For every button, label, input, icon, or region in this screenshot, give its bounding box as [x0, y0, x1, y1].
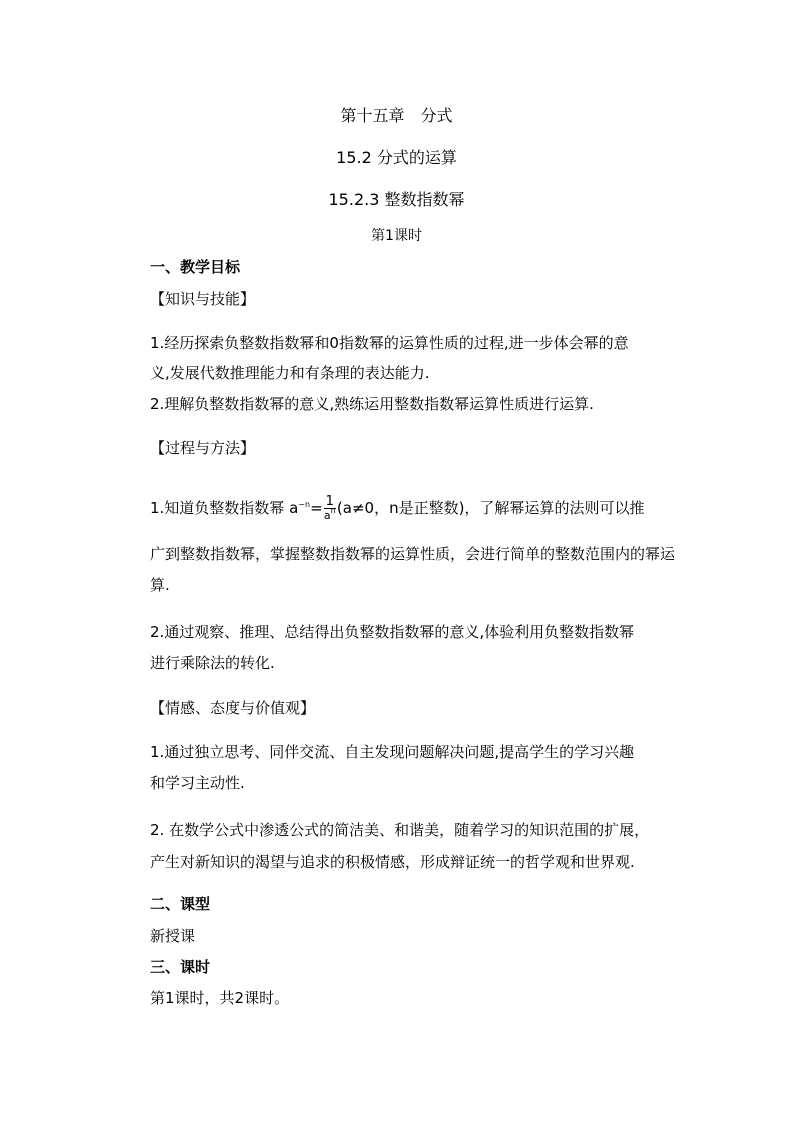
- process-item-1-exponent: −n: [298, 500, 311, 509]
- knowledge-item-1-line-1: 1.经历探索负整数指数幂和0指数幂的运算性质的过程,进一步体会幂的意: [150, 334, 629, 352]
- lesson-type-value: 新授课: [150, 927, 196, 945]
- emotion-item-1-line-1: 1.通过独立思考、同伴交流、自主发现问题解决问题,提高学生的学习兴趣: [150, 743, 635, 761]
- section-title: 15.2 分式的运算: [336, 148, 457, 167]
- heading-lesson-hours: 三、课时: [150, 958, 211, 976]
- fraction-numerator: 1: [325, 493, 334, 509]
- heading-teaching-goals: 一、教学目标: [150, 258, 241, 276]
- fraction-denominator-exponent: n: [330, 505, 336, 515]
- subsection-title: 15.2.3 整数指数幂: [328, 190, 465, 209]
- lesson-hours-value: 第1课时，共2课时。: [150, 989, 290, 1007]
- subheading-emotion: 【情感、态度与价值观】: [150, 699, 316, 717]
- process-item-1-line-2: 广到整数指数幂，掌握整数指数幂的运算性质，会进行简单的整数范围内的幂运: [150, 545, 676, 563]
- process-item-2-line-1: 2.通过观察、推理、总结得出负整数指数幂的意义,体验利用负整数指数幂: [150, 623, 635, 641]
- process-item-1-prefix: 1.知道负整数指数幂 a: [150, 499, 299, 517]
- subheading-process: 【过程与方法】: [150, 439, 256, 457]
- subheading-knowledge: 【知识与技能】: [150, 290, 256, 308]
- emotion-item-2-line-1: 2. 在数学公式中渗透公式的简洁美、和谐美，随着学习的知识范围的扩展，: [150, 821, 650, 839]
- knowledge-item-1-line-2: 义,发展代数推理能力和有条理的表达能力.: [150, 364, 430, 382]
- process-item-1-equals: =: [310, 499, 323, 517]
- lesson-title: 第1课时: [371, 228, 422, 244]
- process-item-2-line-2: 进行乘除法的转化.: [150, 654, 275, 672]
- knowledge-item-2: 2.理解负整数指数幂的意义,熟练运用整数指数幂运算性质进行运算.: [150, 395, 594, 413]
- process-item-1-line-3: 算.: [150, 576, 170, 594]
- process-item-1-line-1: [150, 490, 644, 526]
- chapter-title: 第十五章 分式: [340, 106, 453, 125]
- fraction: [324, 495, 336, 523]
- emotion-item-1-line-2: 和学习主动性.: [150, 774, 245, 792]
- fraction-denominator-base: a: [323, 508, 331, 522]
- fraction-denominator: [323, 505, 336, 523]
- emotion-item-2-line-2: 产生对新知识的渴望与追求的积极情感，形成辩证统一的哲学观和世界观.: [150, 853, 635, 871]
- process-item-1-suffix: (a≠0，n是正整数)，了解幂运算的法则可以推: [336, 499, 645, 517]
- heading-lesson-type: 二、课型: [150, 895, 211, 913]
